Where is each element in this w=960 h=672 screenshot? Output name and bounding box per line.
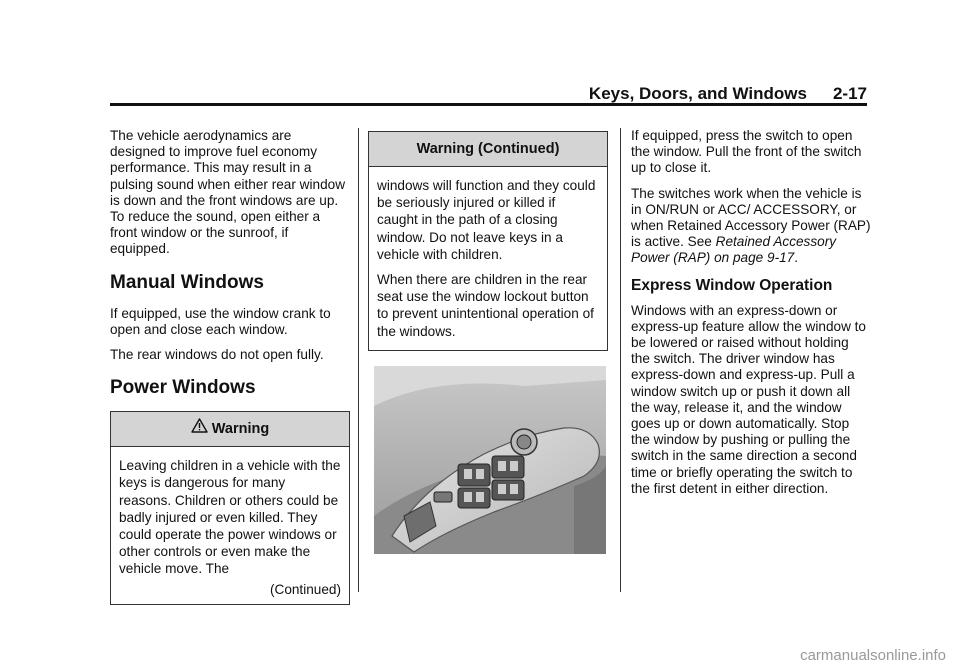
express-window-heading: Express Window Operation <box>631 276 833 294</box>
express-paragraph: Windows with an express-down or express-up feature allow the window to be lowered or raised without holding the switch. The driver window has express-down and express-up. Pull a window switch up or push it down all the way, release it, and the window goes up or down automatically. Stop the window by pushing or pulling the switch in the same direction a second time or briefly operating the switch to the first detent in either direction. <box>631 302 866 496</box>
page-number: 2-17 <box>832 84 867 103</box>
column-1 <box>110 128 350 605</box>
warning-title: Warning <box>211 421 270 438</box>
warning-text: Leaving children in a vehicle with the keys is dangerous for many reasons. Children or others could be badly injured or even killed. They could operate the power windows or other controls or even make the vehicle move. The <box>119 458 341 577</box>
warning-continued-paragraph-2: When there are children in the rear seat use the window lockout button to prevent unintentional operation of the windows. <box>377 272 594 339</box>
page-header <box>110 84 867 104</box>
warning-triangle-icon <box>191 412 208 446</box>
column-divider-1 <box>358 128 359 592</box>
warning-header <box>111 412 349 447</box>
warning-continued-paragraph-1: windows will function and they could be seriously injured or killed if caught in the path of a closing window. Do not leave keys in a vehicle with children. <box>377 178 596 262</box>
manual-windows-paragraph-1: If equipped, use the window crank to open and close each window. <box>110 305 331 337</box>
watermark: carmanualsonline.info <box>800 647 946 664</box>
column-divider-2 <box>620 128 621 592</box>
column-3 <box>631 128 871 506</box>
window-switch-illustration <box>374 366 606 554</box>
power-windows-heading: Power Windows <box>110 377 256 399</box>
section-title: Keys, Doors, and Windows <box>588 84 807 103</box>
rap-paragraph <box>631 186 871 267</box>
column-2 <box>368 128 608 351</box>
rap-reference-link[interactable]: Retained Accessory Power (RAP) on page 9-17 <box>631 234 837 266</box>
manual-windows-heading: Manual Windows <box>110 271 264 293</box>
switch-paragraph: If equipped, press the switch to open the window. Pull the front of the switch up to close it. <box>631 128 862 176</box>
warning-box <box>110 411 350 604</box>
continued-label: (Continued) <box>269 581 341 597</box>
warning-continued-box <box>368 131 608 351</box>
rap-text: The switches work when the vehicle is in ON/RUN or ACC/ ACCESSORY, or when Retained Accessory Power (RAP) is active. See <box>631 185 871 250</box>
manual-windows-paragraph-2: The rear windows do not open fully. <box>110 347 324 363</box>
intro-paragraph: The vehicle aerodynamics are designed to improve fuel economy performance. This may result in a pulsing sound when either rear window is down and the front windows are up. To reduce the sound, open either a front window or the sunroof, if equipped. <box>110 128 346 257</box>
warning-continued-header: Warning (Continued) <box>369 132 607 167</box>
rap-period: . <box>794 250 798 266</box>
header-rule <box>110 103 867 106</box>
